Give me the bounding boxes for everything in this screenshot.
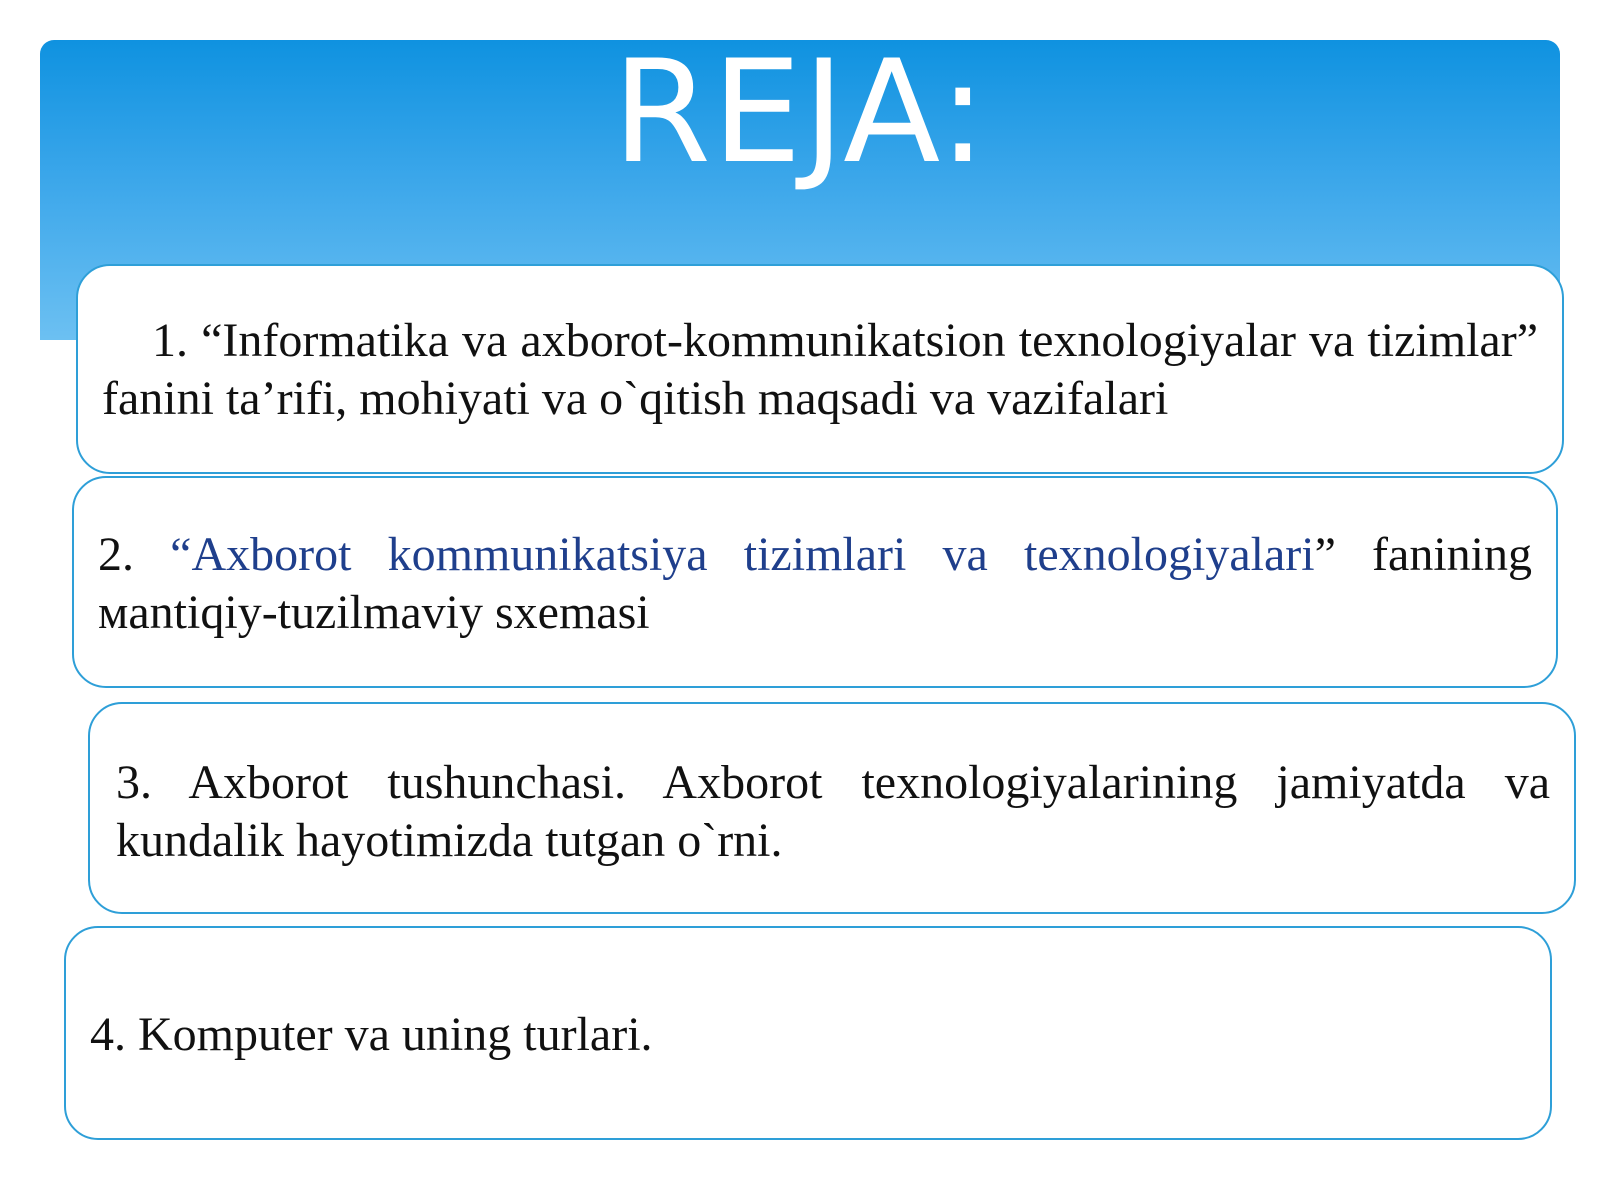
plan-item-2-number: 2. bbox=[98, 528, 171, 581]
plan-item-3-text: 3. Axborot tushunchasi. Axborot texnologiyalarining jamiyatda va kundalik hayotimizda tutgan o`rni. bbox=[116, 756, 1550, 867]
plan-item-4 bbox=[64, 926, 1552, 1140]
plan-item-4-text: 4. Komputer va uning turlari. bbox=[90, 1008, 653, 1061]
plan-item-2-course-title: “Axborot kommunikatsiya tizimlari va texnologiyalari bbox=[170, 528, 1315, 581]
plan-item-2-rest: ” fanining мantiqiy-tuzilmaviy sxemasi bbox=[98, 528, 1533, 639]
plan-item-2 bbox=[72, 476, 1558, 688]
slide-title: REJA: bbox=[612, 30, 988, 195]
plan-item-3 bbox=[88, 702, 1576, 914]
plan-item-1-text: 1. “Informatika va axborot-kommunikatsion texnologiyalar va tizimlar” fanini ta’rifi, mohiyati va o`qitish maqsadi va vazifalari bbox=[102, 314, 1538, 425]
plan-item-1 bbox=[76, 264, 1564, 474]
plan-item-2-text bbox=[98, 526, 1532, 642]
